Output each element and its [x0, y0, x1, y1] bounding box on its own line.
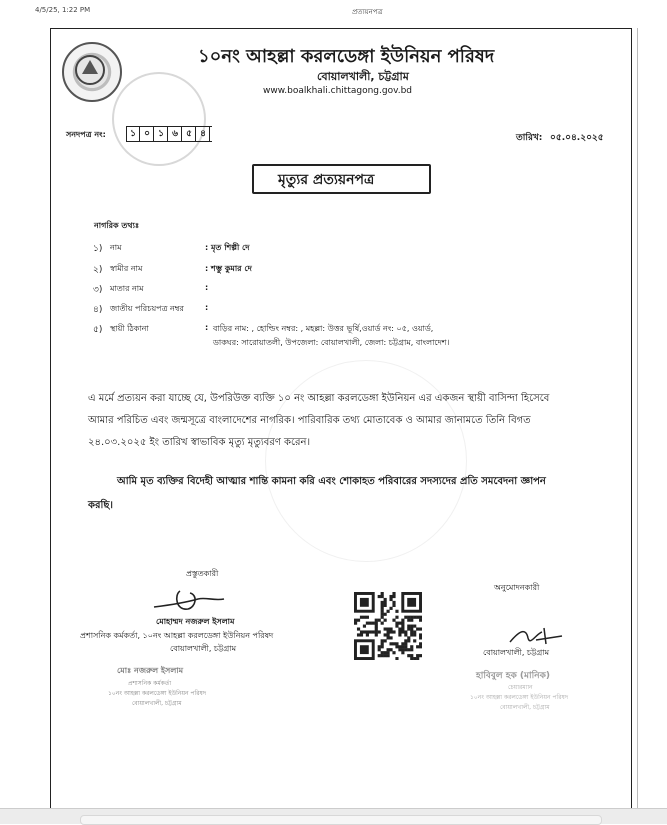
body-line-3: ২৪.০৩.২০২৫ ইং তারিখ স্বাভাবিক মৃত্যু মৃত্যুবরণ করেন।	[88, 437, 311, 448]
preparer-signature	[150, 585, 230, 619]
watermark-seal	[112, 72, 206, 166]
cert-digit: ১	[127, 127, 140, 141]
horizontal-scrollbar[interactable]	[80, 815, 602, 825]
cert-digit: ৪	[197, 127, 210, 141]
approver-stamp: হাবিবুল হক (মানিক)	[476, 671, 551, 681]
print-title: প্রত্যয়নপত্র	[352, 8, 383, 16]
page-edge	[637, 28, 638, 808]
preparer-location: বোয়ালখালী, চট্টগ্রাম	[170, 644, 237, 653]
preparer-name: মোহাম্মদ নজরুল ইসলাম	[156, 617, 235, 626]
org-website: www.boalkhali.chittagong.gov.bd	[263, 86, 413, 96]
preparer-stamp-name: মোঃ নজরুল ইসলাম	[117, 666, 184, 675]
approver-label: অনুমোদনকারী	[494, 583, 540, 592]
field-value-address: :	[205, 323, 209, 332]
approver-stamp-line: চেয়ারম্যান	[508, 684, 533, 691]
row-num: ৩)	[93, 285, 103, 295]
browser-bottom-bar	[0, 808, 667, 824]
certificate-title: মৃত্যুর প্রত্যয়নপত্র	[278, 172, 375, 188]
approver-stamp-line: বোয়ালখালী, চট্টগ্রাম	[500, 704, 550, 711]
certificate-number-box	[126, 126, 212, 142]
cert-digit: ৬	[169, 127, 182, 141]
address-line-1: বাড়ির নাম: , হোল্ডিং নম্বর: , মহল্লা: উত্তর ভূর্ষি,ওয়ার্ড নং: ০৫, ওয়ার্ড,	[213, 324, 434, 333]
row-num: ১)	[93, 244, 103, 254]
body-line-1: এ মর্মে প্রত্যয়ন করা যাচ্ছে যে, উপরিউক্ত ব্যক্তি ১০ নং আহল্লা করলডেঙ্গা ইউনিয়ন এর একজন স্থায়ী বাসিন্দা হিসেবে	[88, 393, 550, 404]
field-label-nid: জাতীয় পরিচয়পত্র নম্বর	[110, 304, 184, 313]
preparer-stamp-line: বোয়ালখালী, চট্টগ্রাম	[132, 700, 182, 707]
approver-stamp-line: ১০নং আহল্লা করলডেঙ্গা ইউনিয়ন পরিষদ	[470, 694, 569, 701]
field-value-name: : মৃত শিল্পী দে	[205, 243, 250, 252]
org-location: বোয়ালখালী, চট্টগ্রাম	[317, 70, 409, 83]
body-line-2: আমার পরিচিত এবং জন্মসূত্রে বাংলাদেশের নাগরিক। পারিবারিক তথ্য মোতাবেক ও আমার জানামতে তিনি বিগত	[88, 415, 531, 426]
row-num: ৫)	[93, 325, 103, 335]
field-label-mother: মাতার নাম	[110, 284, 144, 293]
cert-digit: ০	[141, 127, 154, 141]
field-value-mother: :	[205, 283, 209, 292]
cert-digit: ১	[155, 127, 168, 141]
print-timestamp: 4/5/25, 1:22 PM	[35, 6, 91, 14]
row-num: ৪)	[93, 305, 103, 315]
field-label-address: স্থায়ী ঠিকানা	[110, 324, 149, 333]
certificate-number-label: সনদপত্র নং:	[66, 130, 106, 139]
org-name: ১০নং আহল্লা করলডেঙ্গা ইউনিয়ন পরিষদ	[198, 46, 495, 67]
address-line-2: ডাকঘর: সারোয়াতলী, উপজেলা: বোয়ালখালী, জেলা: চট্টগ্রাম, বাংলাদেশ।	[213, 338, 450, 347]
cert-digit: ৫	[183, 127, 196, 141]
date-value: ০৫.০৪.২০২৫	[550, 133, 604, 143]
field-label-name: নাম	[110, 243, 122, 252]
field-value-nid: :	[205, 303, 209, 312]
preparer-stamp-line: প্রশাসনিক কর্মকর্তা	[128, 680, 172, 687]
field-label-husband: স্বামীর নাম	[110, 264, 143, 273]
condolence-line-1: আমি মৃত ব্যক্তির বিদেহী আত্মার শান্তি কামনা করি এবং শোকাহত পরিবারের সদস্যদের প্রতি সমবেদনা জ্ঞাপন	[117, 476, 546, 487]
union-logo	[62, 42, 122, 102]
citizen-section-label: নাগরিক তথ্যঃ	[94, 221, 140, 230]
field-value-husband: : শম্ভু কুমার দে	[205, 264, 252, 273]
condolence-line-2: করছি।	[88, 500, 113, 511]
preparer-title: প্রশাসনিক কর্মকর্তা, ১০নং আহল্লা করলডেঙ্গা ইউনিয়ন পরিষদ	[80, 631, 274, 640]
qr-code	[354, 592, 422, 660]
preparer-label: প্রস্তুতকারী	[186, 569, 219, 578]
preparer-stamp-line: ১০নং আহল্লা করলডেঙ্গা ইউনিয়ন পরিষদ	[108, 690, 207, 697]
date-label: তারিখ:	[516, 133, 543, 143]
row-num: ২)	[93, 265, 103, 275]
approver-location: বোয়ালখালী, চট্টগ্রাম	[483, 648, 550, 657]
